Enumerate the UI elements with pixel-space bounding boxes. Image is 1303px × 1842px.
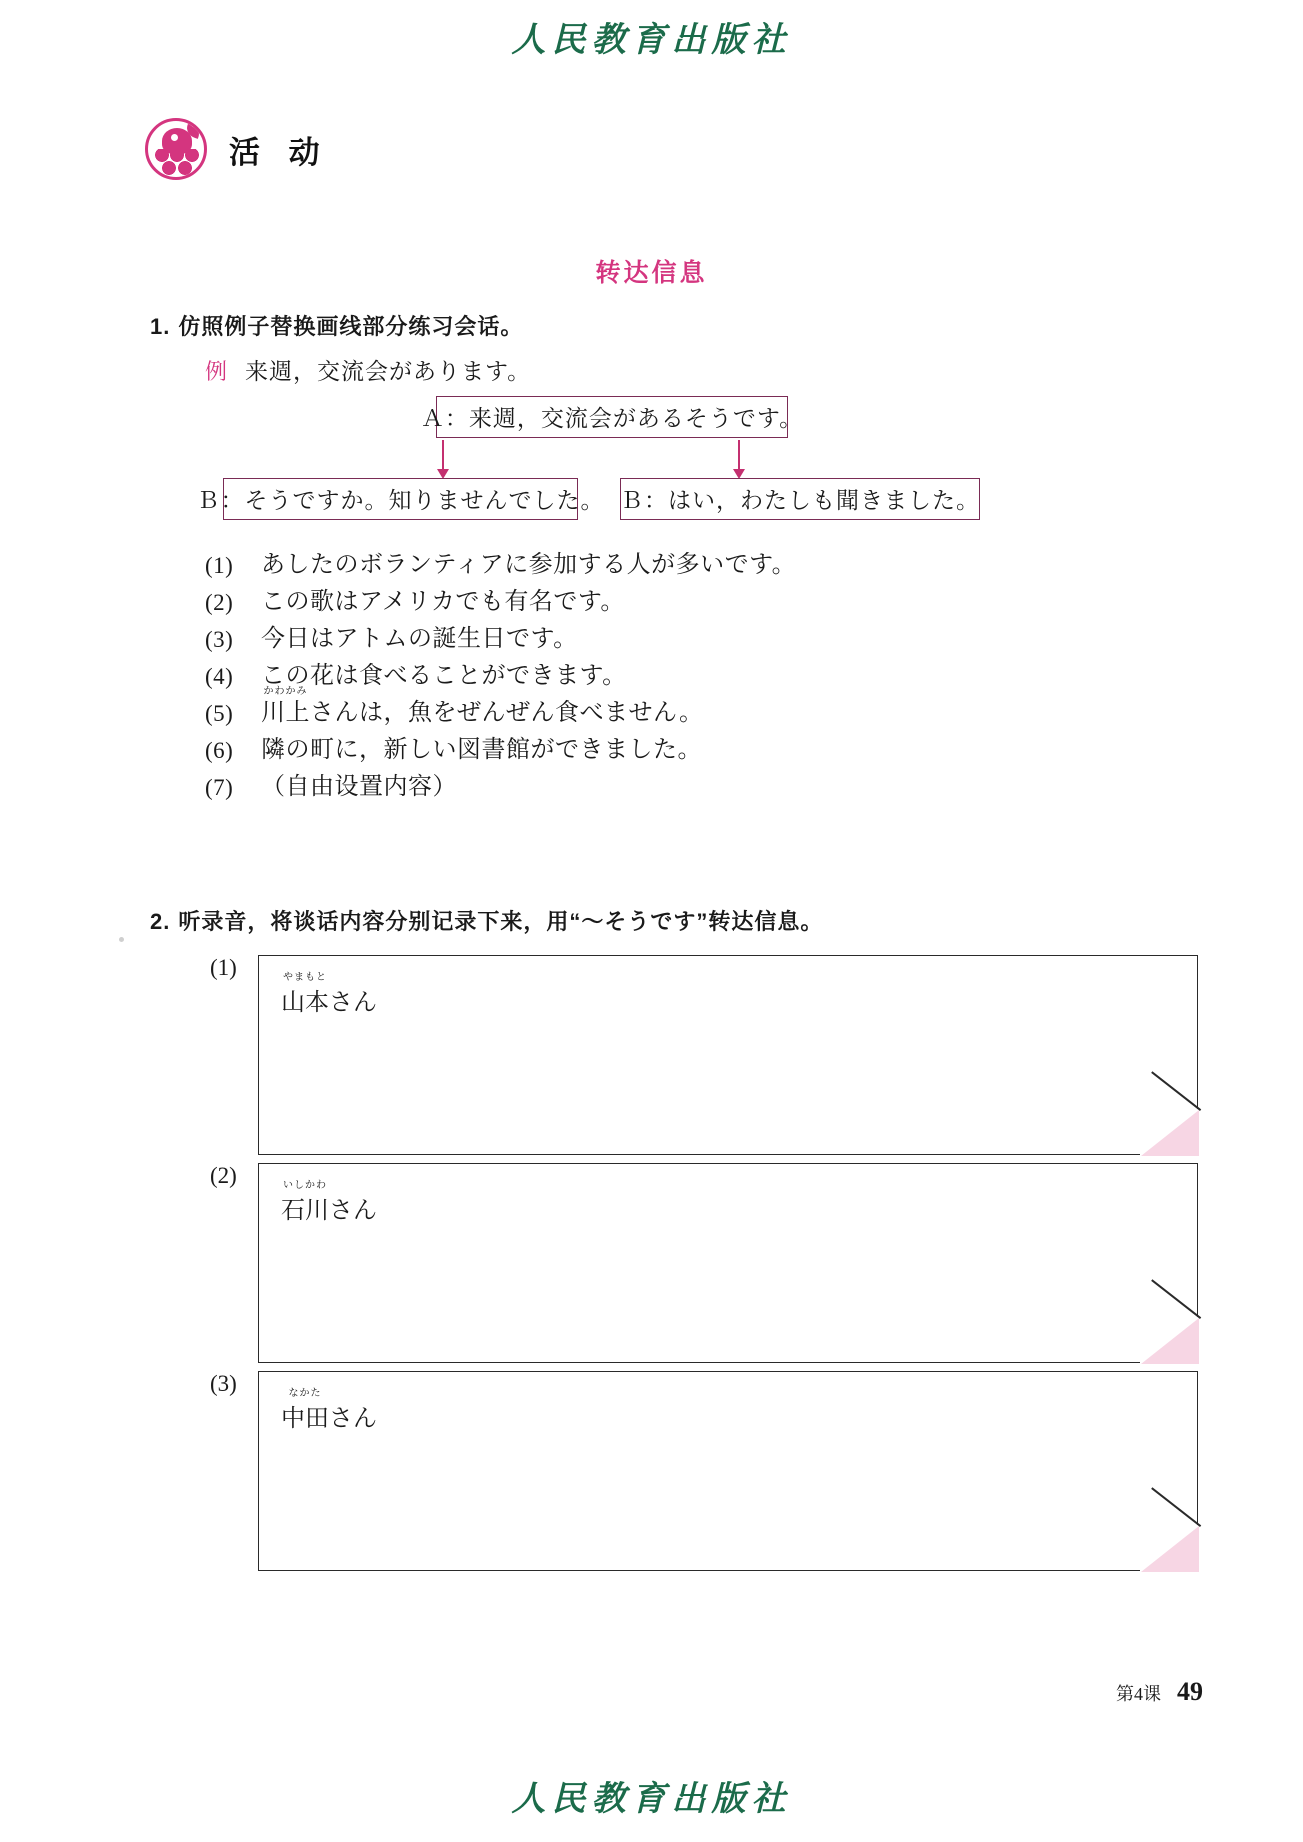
stray-dot bbox=[119, 937, 124, 942]
arrow-to-b-left bbox=[442, 440, 444, 470]
answer-note-card[interactable] bbox=[258, 1371, 1198, 1571]
ruby-text: なかた bbox=[288, 1388, 322, 1399]
exercise1-heading bbox=[150, 310, 523, 341]
exercise2-heading bbox=[150, 905, 823, 936]
note-person-name bbox=[281, 1388, 377, 1433]
note-person-name bbox=[281, 972, 377, 1017]
note-number: (1) bbox=[210, 955, 237, 980]
lesson-label: 第4课 bbox=[1116, 1684, 1161, 1704]
name-suffix: さん bbox=[329, 990, 377, 1016]
item-number: (2) bbox=[205, 590, 234, 615]
list-item bbox=[205, 664, 1105, 688]
item-text: さんは，魚をぜんぜん食べません。 bbox=[310, 700, 704, 726]
ruby-base: 川上 bbox=[261, 700, 310, 726]
item-number: (4) bbox=[205, 664, 234, 689]
note-block-1 bbox=[210, 955, 1198, 1155]
example-row bbox=[205, 353, 531, 386]
ruby-annotated-word bbox=[261, 686, 310, 726]
note-person-name bbox=[281, 1180, 377, 1225]
exercise1-item-list bbox=[205, 553, 1105, 812]
page-fold-corner bbox=[1140, 1525, 1198, 1571]
fish-badge-icon bbox=[145, 118, 207, 180]
ruby-text: かわかみ bbox=[263, 686, 308, 697]
note-block-3 bbox=[210, 1371, 1198, 1571]
note-number: (3) bbox=[210, 1371, 237, 1396]
exercise2-instruction: 听录音，将谈话内容分别记录下来，用“～そうです”转达信息。 bbox=[178, 909, 824, 934]
list-item bbox=[205, 738, 1105, 762]
exercise2-number: 2. bbox=[150, 909, 171, 934]
answer-note-card[interactable] bbox=[258, 955, 1198, 1155]
answer-note-card[interactable] bbox=[258, 1163, 1198, 1363]
dialogue-box-a: Ａ：来週，交流会があるそうです。 bbox=[436, 396, 788, 438]
activity-title: 活 动 bbox=[229, 134, 330, 170]
page-fold-corner bbox=[1140, 1317, 1198, 1363]
ruby-annotated-word bbox=[281, 1180, 329, 1225]
item-number: (5) bbox=[205, 701, 234, 726]
exercise1-number: 1. bbox=[150, 314, 171, 339]
list-item bbox=[205, 627, 1105, 651]
section-title: 转达信息 bbox=[595, 259, 708, 287]
item-number: (6) bbox=[205, 738, 234, 763]
example-sentence: 来週，交流会があります。 bbox=[245, 359, 532, 384]
item-text: 隣の町に，新しい図書館ができました。 bbox=[261, 737, 702, 763]
list-item bbox=[205, 775, 1105, 799]
publisher-mark-top: 人民教育出版社 bbox=[511, 22, 792, 59]
page-number: 49 bbox=[1177, 1677, 1203, 1706]
item-number: (1) bbox=[205, 553, 234, 578]
page-footer bbox=[1116, 1677, 1203, 1707]
ruby-text: やまもと bbox=[283, 972, 327, 983]
activity-header bbox=[145, 118, 330, 180]
item-text: あしたのボランティアに参加する人が多いです。 bbox=[261, 552, 797, 578]
name-suffix: さん bbox=[329, 1198, 377, 1224]
list-item bbox=[205, 553, 1105, 577]
dialogue-box-b-left: Ｂ：そうですか。知りませんでした。 bbox=[223, 478, 578, 520]
item-text: この花は食べることができます。 bbox=[261, 663, 627, 689]
publisher-mark-bottom: 人民教育出版社 bbox=[511, 1781, 792, 1818]
list-item bbox=[205, 590, 1105, 614]
exercise1-instruction: 仿照例子替换画线部分练习会话。 bbox=[178, 314, 524, 339]
ruby-base: 石川 bbox=[281, 1198, 329, 1224]
ruby-text: いしかわ bbox=[283, 1180, 327, 1191]
ruby-base: 中田 bbox=[281, 1406, 329, 1432]
dialogue-box-b-right: Ｂ：はい，わたしも聞きました。 bbox=[620, 478, 980, 520]
example-label: 例 bbox=[205, 359, 228, 384]
note-number: (2) bbox=[210, 1163, 237, 1188]
item-text: （自由设置内容） bbox=[261, 774, 457, 800]
ruby-annotated-word bbox=[281, 1388, 329, 1433]
ruby-base: 山本 bbox=[281, 990, 329, 1016]
page-fold-corner bbox=[1140, 1109, 1198, 1155]
item-text: この歌はアメリカでも有名です。 bbox=[261, 589, 625, 615]
item-text: 今日はアトムの誕生日です。 bbox=[261, 626, 578, 652]
ruby-annotated-word bbox=[281, 972, 329, 1017]
name-suffix: さん bbox=[329, 1406, 377, 1432]
item-number: (7) bbox=[205, 775, 234, 800]
note-block-2 bbox=[210, 1163, 1198, 1363]
list-item bbox=[205, 686, 1105, 726]
item-number: (3) bbox=[205, 627, 234, 652]
arrow-to-b-right bbox=[738, 440, 740, 470]
